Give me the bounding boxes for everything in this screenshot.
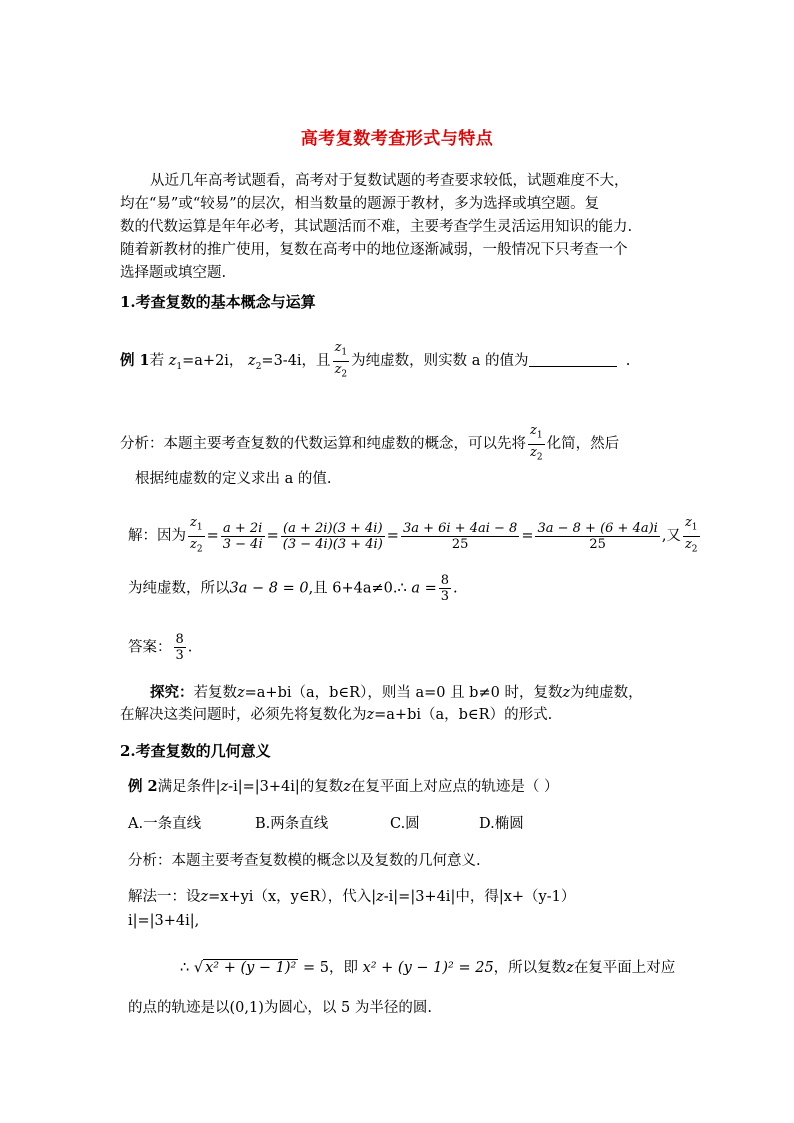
solution-line-2-text: 为纯虚数，所以 — [128, 580, 230, 597]
example-1-end: . — [625, 353, 631, 370]
frac-den-z: z — [334, 361, 342, 377]
answer-den: 3 — [175, 648, 184, 663]
intro-line-2: 均在“易”或“较易”的层次，相当数量的题源于教材，多为选择或填空题。复 — [120, 196, 600, 212]
solution-line-2-text-b: ,且 6+4a≠0.∴ — [308, 580, 407, 597]
answer-blank — [529, 352, 617, 367]
explore-line-2-text-b: =a+bi（a，b∈R）的形式. — [374, 707, 553, 723]
frac-den-sub: 2 — [196, 544, 203, 555]
example-2-label: 例 2 — [128, 778, 158, 795]
fraction-z1-z2 — [333, 340, 350, 382]
frac-den-sub: 2 — [341, 369, 348, 380]
sub-1: 1 — [176, 361, 183, 372]
result-line: ∴ √ x² + (y − 1)² = 5，即 x² + (y − 1)² = 25，所以复数z在复平面上对应 — [180, 960, 676, 976]
frac-num-z: z — [190, 515, 197, 530]
var-z: z — [562, 685, 571, 701]
result-equals-5: = 5，即 — [302, 960, 358, 976]
frac-num-z: z — [334, 340, 342, 355]
example-2-text-b: -i|=|3+4i|的复数 — [228, 779, 344, 795]
intro-line-1: 从近几年高考试题看，高考对于复数试题的考查要求较低，试题难度不大， — [150, 173, 629, 189]
analysis-2: 分析：本题主要考查复数模的概念以及复数的几何意义. — [128, 853, 481, 869]
method-1-line-1 — [128, 886, 575, 909]
z2-definition: =3-4i，且 — [261, 353, 331, 370]
frac-step-3-den: 25 — [401, 536, 519, 552]
explore-line-2 — [120, 704, 552, 727]
frac-num-z: z — [684, 515, 692, 530]
var-z: z — [366, 707, 375, 723]
option-d: D.椭圆 — [479, 816, 524, 832]
frac-step-2-den: (3 − 4i)(3 + 4i) — [282, 536, 383, 552]
result-text-c: ，所以复数 — [493, 960, 567, 976]
method-1-line-2: i|=|3+4i|, — [128, 913, 200, 929]
solution-1-line-2: 为纯虚数，所以3a − 8 = 0,且 6+4a≠0.∴ a = $\frac{8}{3}$ . — [128, 573, 458, 604]
sub-2: 2 — [255, 361, 262, 372]
var-z: z — [343, 779, 351, 795]
circle-center: (0,1) — [229, 1000, 264, 1016]
frac-den-z: z — [530, 444, 537, 460]
example-1-label: 例 1 — [120, 352, 150, 370]
solution-equation: 3a − 8 = 0 — [229, 580, 309, 597]
explore-line-1 — [150, 681, 643, 705]
explore-text-c: 为纯虚数， — [570, 685, 643, 701]
intro-line-4: 随着新教材的推广使用，复数在高考中的地位逐渐减弱，一般情况下只考查一个 — [120, 242, 628, 258]
z1-definition: =a+2i， — [182, 353, 244, 370]
option-c: C.圆 — [390, 816, 420, 832]
final-line — [128, 997, 432, 1020]
method-1-text-c: -i|=|3+4i|中，得|x+（y-1） — [383, 889, 576, 905]
fraction-eight-thirds — [439, 573, 451, 604]
analysis-1-line-2: 根据纯虚数的定义求出 a 的值. — [135, 471, 332, 487]
frac-step-1-num: a + 2i — [223, 520, 263, 536]
frac-num-sub: 1 — [196, 522, 203, 533]
example-1 — [120, 340, 630, 382]
solution-1: 解：因为 $\frac{z_1}{z_2}$ = $\frac{a + 2i}{3 - 4i}$ = $\frac{(a + 2i)(3 + 4i)}{(3 - 4i)(3 + 4i)}$ = $\frac{3a + 6i + 4ai - 8}{25}$ = $\frac{3a - 8 + (6 + 4a)i}{25}$ ,又 $\frac{z_1}{z_2}$ — [128, 515, 702, 557]
frac-den-z: z — [190, 536, 197, 552]
var-z: z — [220, 779, 229, 795]
option-b: B.两条直线 — [255, 816, 329, 832]
option-a: A.一条直线 — [128, 816, 202, 832]
frac-num-sub: 1 — [341, 347, 348, 358]
example-1-text: 若 — [149, 353, 165, 370]
answer-label: 答案： — [128, 639, 172, 656]
intro-line-5: 选择题或填空题. — [120, 265, 227, 281]
result-text-d: 在复平面上对应 — [573, 960, 676, 976]
sqrt-expression: x² + (y − 1)² — [205, 960, 297, 976]
circle-radius: 5 — [340, 1000, 351, 1016]
final-text-c: 为半径的圆. — [354, 1000, 432, 1016]
fraction-step-4 — [535, 521, 659, 552]
analysis-1 — [120, 423, 619, 465]
fraction-z1-z2-solution — [188, 515, 205, 557]
frac-num-8: 8 — [440, 573, 450, 588]
frac-step-2-num: (a + 2i)(3 + 4i) — [283, 520, 383, 536]
intro-line-3: 数的代数运算是年年必考，其试题活而不难，主要考查学生灵活运用知识的能力. — [120, 219, 633, 235]
answer-fraction — [174, 632, 186, 663]
solution-label: 解：因为 — [128, 528, 186, 545]
example-2-text-a: 满足条件| — [157, 779, 221, 795]
page-title: 高考复数考查形式与特点 — [300, 129, 494, 149]
result-equation: x² + (y − 1)² = 25 — [362, 960, 494, 976]
var-z: z — [237, 685, 245, 701]
fraction-z1-z2-tail — [683, 515, 700, 557]
var-z: z — [566, 960, 574, 976]
method-1-text-b: =x+yi（x，y∈R），代入| — [208, 889, 377, 905]
solution-a-equals: a = — [411, 580, 437, 597]
example-2-text-c: 在复平面上对应点的轨迹是（ ） — [350, 779, 559, 795]
frac-num-sub: 1 — [536, 430, 543, 441]
fraction-z1-z2-analysis — [528, 423, 545, 465]
frac-step-3-num: 3a + 6i + 4ai − 8 — [402, 520, 518, 536]
fraction-step-2 — [281, 521, 385, 552]
fraction-step-1 — [221, 521, 265, 552]
analysis-1-text: 分析：本题主要考查复数的代数运算和纯虚数的概念，可以先将 — [120, 436, 526, 453]
solution-tail: ,又 — [661, 528, 681, 545]
method-1-text-a: 解法一：设 — [128, 889, 201, 905]
frac-step-4-den: 25 — [535, 536, 659, 552]
example-2 — [128, 775, 559, 799]
final-text-a: 的点的轨迹是以 — [128, 1000, 230, 1016]
explore-text-a: 若复数 — [193, 685, 237, 701]
analysis-1-text-b: 化简，然后 — [546, 436, 620, 453]
answer-num: 8 — [175, 632, 184, 647]
explore-text-b: =a+bi（a，b∈R），则当 a=0 且 b≠0 时，复数 — [244, 685, 563, 701]
var-z2: z — [248, 353, 256, 370]
explore-label: 探究： — [150, 684, 194, 701]
frac-den-3: 3 — [440, 589, 450, 604]
frac-den-sub: 2 — [691, 544, 698, 555]
frac-num-sub: 1 — [691, 522, 698, 533]
therefore-symbol: ∴ — [180, 960, 190, 976]
answer-1: 答案： $\frac{8}{3}$ . — [128, 632, 193, 663]
frac-num-z: z — [530, 423, 537, 438]
var-z1: z — [168, 353, 177, 370]
explore-line-2-text-a: 在解决这类问题时，必须先将复数化为 — [120, 707, 367, 723]
frac-step-4-num: 3a − 8 + (6 + 4a)i — [537, 520, 658, 536]
frac-den-z: z — [684, 536, 692, 552]
var-z: z — [200, 889, 209, 905]
final-text-b: 为圆心，以 — [263, 1000, 337, 1016]
section-1-heading: 1.考查复数的基本概念与运算 — [120, 293, 316, 311]
example-1-question: 为纯虚数，则实数 a 的值为 — [351, 353, 529, 370]
frac-den-sub: 2 — [536, 452, 543, 463]
section-2-heading: 2.考查复数的几何意义 — [120, 742, 271, 760]
fraction-step-3 — [401, 521, 519, 552]
var-z: z — [376, 889, 384, 905]
frac-step-1-den: 3 − 4i — [222, 536, 263, 552]
